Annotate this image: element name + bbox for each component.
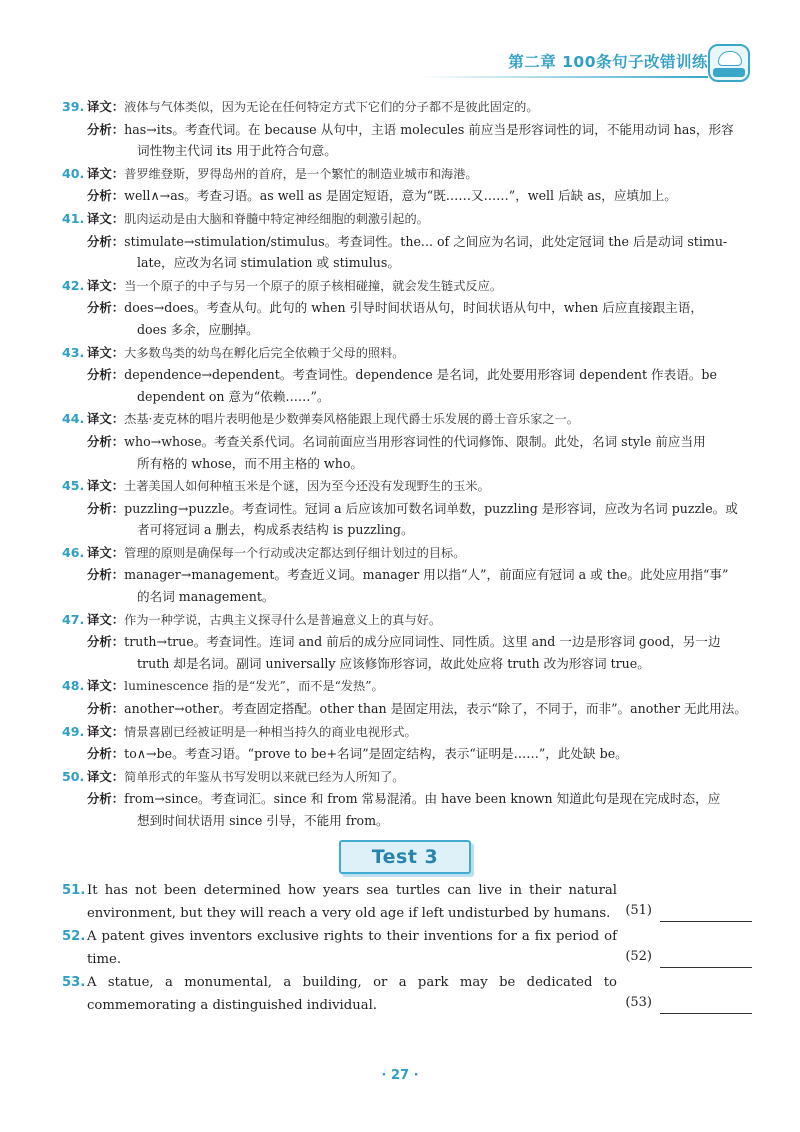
- translation-label: 译文：: [87, 768, 125, 784]
- translation-label: 译文：: [87, 99, 125, 114]
- translation-label: 译文：: [87, 411, 125, 427]
- analysis-label: 分析：: [87, 791, 125, 807]
- entry-number: 39.: [62, 99, 85, 114]
- entry-number: 46.: [62, 544, 85, 560]
- entry-number: 48.: [62, 678, 85, 694]
- translation-text: 肌肉运动是由大脑和脊髓中特定神经细胞的刺激引起的。: [124, 211, 429, 226]
- translation-label: 译文：: [87, 723, 125, 739]
- entry-number: 50.: [62, 768, 85, 784]
- translation-text: 管理的原则是确保每一个行动或决定都达到仔细计划过的目标。: [124, 545, 466, 560]
- analysis-label: 分析：: [87, 300, 125, 316]
- answer-blank[interactable]: [617, 972, 752, 1017]
- answer-entry-42: [62, 275, 752, 341]
- question-number: 53.: [62, 975, 86, 990]
- analysis-continuation: truth 却是名词。副词 universally 应该修饰形容词，故此处应将 truth 改为形容词 true。: [137, 655, 650, 671]
- translation-text: 普罗维登斯，罗得岛州的首府，是一个繁忙的制造业城市和海港。: [124, 166, 478, 181]
- chapter-header: [420, 40, 800, 92]
- entry-number: 42.: [62, 277, 85, 293]
- translation-label: 译文：: [87, 678, 125, 694]
- analysis-text: truth→true。考查词性。连词 and 前后的成分应同词性、同性质。这里 and 一边是形容词 good，另一边: [124, 634, 721, 650]
- analysis-text: puzzling→puzzle。考查词性。冠词 a 后应该加可数名词单数，puzzling 是形容词，应改为名词 puzzle。或: [124, 500, 738, 516]
- answer-entry-41: [62, 208, 752, 274]
- analysis-text: from→since。考查词汇。since 和 from 常易混淆。由 have been known 知道此句是现在完成时态，应: [124, 791, 721, 807]
- analysis-continuation: 的名词 management。: [137, 589, 275, 605]
- translation-text: 简单形式的年鉴从书写发明以来就已经为人所知了。: [124, 769, 405, 784]
- analysis-label: 分析：: [87, 567, 125, 583]
- answer-entry-45: [62, 475, 752, 541]
- question-52: [62, 926, 752, 971]
- translation-label: 译文：: [87, 344, 125, 360]
- entry-number: 40.: [62, 165, 85, 181]
- translation-label: 译文：: [87, 544, 125, 560]
- analysis-text: manager→management。考查近义词。manager 用以指“人”，前面应有冠词 a 或 the。此处应用指“事”: [124, 567, 729, 583]
- answer-entry-43: [62, 342, 752, 408]
- translation-label: 译文：: [87, 277, 125, 293]
- header-rule: [418, 76, 708, 78]
- blank-label: (53): [625, 994, 652, 1010]
- translation-label: 译文：: [87, 165, 125, 181]
- analysis-label: 分析：: [87, 746, 125, 762]
- analysis-text: dependence→dependent。考查词性。dependence 是名词，此处要用形容词 dependent 作表语。be: [124, 367, 717, 383]
- analysis-text: stimulate→stimulation/stimulus。考查词性。the... of 之间应为名词，此处定冠词 the 后是动词 stimu-: [124, 233, 728, 249]
- translation-label: 译文：: [87, 210, 125, 226]
- translation-text: 大多数鸟类的幼鸟在孵化后完全依赖于父母的照料。: [124, 345, 405, 360]
- entry-number: 47.: [62, 611, 85, 627]
- analysis-text: well∧→as。考查习语。as well as 是固定短语，意为“既……又……”，well 后缺 as，应填加上。: [124, 188, 677, 204]
- question-53: [62, 972, 752, 1017]
- chapter-title: 第二章 100条句子改错训练: [508, 53, 708, 71]
- translation-text: 液体与气体类似，因为无论在任何特定方式下它们的分子都不是彼此固定的。: [124, 100, 539, 114]
- entry-number: 45.: [62, 478, 85, 494]
- analysis-continuation: late，应改为名词 stimulation 或 stimulus。: [137, 255, 400, 271]
- analysis-continuation: dependent on 意为“依赖……”。: [137, 388, 330, 404]
- answer-key: [62, 96, 752, 833]
- test-title: Test 3: [371, 846, 439, 868]
- analysis-continuation: 想到时间状语用 since 引导，不能用 from。: [137, 813, 389, 828]
- blank-label: (51): [625, 902, 652, 918]
- analysis-label: 分析：: [87, 634, 125, 650]
- entry-number: 44.: [62, 411, 85, 427]
- answer-entry-49: [62, 721, 752, 765]
- answer-entry-39: [62, 96, 752, 162]
- analysis-label: 分析：: [87, 433, 125, 449]
- analysis-continuation: does 多余，应删掉。: [137, 321, 259, 337]
- analysis-label: 分析：: [87, 367, 125, 383]
- blank-line: [660, 907, 752, 922]
- entry-number: 41.: [62, 210, 85, 226]
- page-number: · 27 ·: [381, 1068, 419, 1083]
- question-text: It has not been determined how years sea turtles can live in their natural environment, but they will reach a very old age if left undisturbed by humans.: [87, 883, 617, 921]
- answer-entry-47: [62, 609, 752, 675]
- analysis-continuation: 所有格的 whose，而不用主格的 who。: [137, 455, 363, 471]
- question-51: [62, 880, 752, 925]
- question-text: A statue, a monumental, a building, or a park may be dedicated to commemorating a distinguished individual.: [87, 975, 617, 1013]
- analysis-label: 分析：: [87, 500, 125, 516]
- analysis-text: does→does。考查从句。此句的 when 引导时间状语从句，时间状语从句中，when 后应直接跟主语，: [124, 300, 703, 316]
- analysis-label: 分析：: [87, 701, 125, 717]
- translation-text: 作为一种学说，古典主义探寻什么是普遍意义上的真与好。: [124, 612, 442, 627]
- answer-blank[interactable]: [617, 880, 752, 925]
- answer-entry-48: [62, 675, 752, 719]
- analysis-text: another→other。考查固定搭配。other than 是固定用法，表示“除了，不同于，而非”。another 无此用法。: [124, 701, 747, 717]
- analysis-text: to∧→be。考查习语。“prove to be+名词”是固定结构，表示“证明是……”，此处缺 be。: [124, 746, 628, 762]
- answer-entry-40: [62, 163, 752, 207]
- entry-number: 43.: [62, 344, 85, 360]
- analysis-label: 分析：: [87, 188, 125, 204]
- translation-label: 译文：: [87, 478, 125, 494]
- question-number: 52.: [62, 929, 86, 944]
- entry-number: 49.: [62, 723, 85, 739]
- analysis-text: has→its。考查代词。在 because 从句中，主语 molecules 前应当是形容词性的词，不能用动词 has，形容: [124, 121, 734, 137]
- answer-blank[interactable]: [617, 926, 752, 971]
- blank-line: [660, 953, 752, 968]
- translation-text: luminescence 指的是“发光”，而不是“发热”。: [124, 679, 384, 694]
- question-number: 51.: [62, 883, 86, 898]
- translation-text: 当一个原子的中子与另一个原子的原子核相碰撞，就会发生链式反应。: [124, 278, 502, 293]
- analysis-continuation: 词性物主代词 its 用于此符合句意。: [137, 143, 337, 159]
- mascot-logo-icon: [708, 44, 750, 82]
- translation-text: 杰基·麦克林的唱片表明他是少数弹奏风格能跟上现代爵士乐发展的爵士音乐家之一。: [124, 412, 579, 427]
- answer-entry-44: [62, 408, 752, 474]
- analysis-label: 分析：: [87, 233, 125, 249]
- test-3-banner: [339, 840, 471, 874]
- question-text: A patent gives inventors exclusive rights to their inventions for a fix period of time.: [87, 929, 617, 967]
- translation-text: 土著美国人如何种植玉米是个谜，因为至今还没有发现野生的玉米。: [124, 479, 490, 494]
- analysis-text: who→whose。考查关系代词。名词前面应当用形容词性的代词修饰、限制。此处，名词 style 前应当用: [124, 433, 706, 449]
- answer-entry-50: [62, 766, 752, 832]
- question-list: [62, 880, 752, 1018]
- blank-label: (52): [625, 948, 652, 964]
- answer-entry-46: [62, 542, 752, 608]
- analysis-continuation: 者可将冠词 a 删去，构成系表结构 is puzzling。: [137, 522, 414, 538]
- analysis-label: 分析：: [87, 121, 125, 137]
- translation-text: 情景喜剧已经被证明是一种相当持久的商业电视形式。: [124, 724, 417, 739]
- blank-line: [660, 999, 752, 1014]
- translation-label: 译文：: [87, 611, 125, 627]
